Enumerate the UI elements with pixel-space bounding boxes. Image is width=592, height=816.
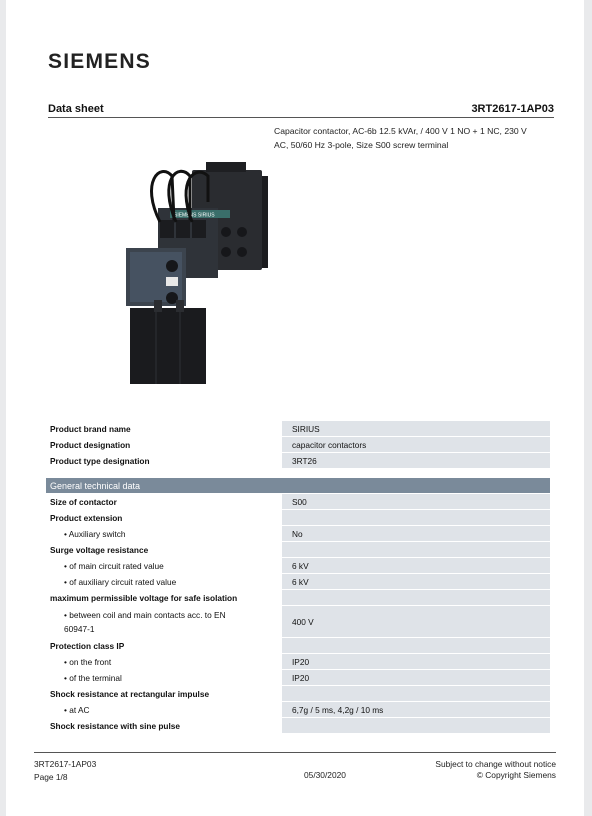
product-image <box>120 162 270 384</box>
footer-code: 3RT2617-1AP03 <box>34 759 97 769</box>
device-label: SIEMENS SIRIUS <box>174 212 215 219</box>
footer-notice: Subject to change without notice <box>435 759 556 769</box>
row-at-ac: • at AC 6,7g / 5 ms, 4,2g / 10 ms <box>46 702 550 718</box>
row-extension: Product extension <box>46 510 550 526</box>
footer-date: 05/30/2020 <box>304 770 346 780</box>
header-product-code: 3RT2617-1AP03 <box>471 103 554 115</box>
footer-page: Page 1/8 <box>34 772 68 782</box>
row-terminal: • of the terminal IP20 <box>46 670 550 686</box>
row-shock-rect: Shock resistance at rectangular impulse <box>46 686 550 702</box>
row-surge-main: • of main circuit rated value 6 kV <box>46 558 550 574</box>
header-title: Data sheet <box>48 103 104 115</box>
row-brand-name: Product brand name SIRIUS <box>46 421 550 437</box>
row-type-designation: Product type designation 3RT26 <box>46 453 550 469</box>
row-max-voltage: maximum permissible voltage for safe isolation <box>46 590 550 606</box>
datasheet-header <box>48 103 554 118</box>
row-size: Size of contactor S00 <box>46 494 550 510</box>
row-aux-switch: • Auxiliary switch No <box>46 526 550 542</box>
row-protection: Protection class IP <box>46 638 550 654</box>
description-line-2: AC, 50/60 Hz 3-pole, Size S00 screw terminal <box>274 140 449 150</box>
spec-table <box>46 421 550 734</box>
row-front: • on the front IP20 <box>46 654 550 670</box>
siemens-logo: SIEMENS <box>48 50 151 73</box>
product-description <box>274 124 564 152</box>
row-shock-sine: Shock resistance with sine pulse <box>46 718 550 734</box>
page-footer <box>34 752 556 782</box>
description-line-1: Capacitor contactor, AC-6b 12.5 kVAr, / 400 V 1 NO + 1 NC, 230 V <box>274 126 527 136</box>
resistor-block <box>130 308 206 384</box>
datasheet-page <box>6 0 584 816</box>
spacer-row <box>46 469 550 478</box>
row-surge: Surge voltage resistance <box>46 542 550 558</box>
row-surge-aux: • of auxiliary circuit rated value 6 kV <box>46 574 550 590</box>
section-general-technical: General technical data <box>46 478 550 494</box>
footer-copyright: © Copyright Siemens <box>476 770 556 780</box>
row-designation: Product designation capacitor contactors <box>46 437 550 453</box>
row-coil-main: • between coil and main contacts acc. to EN 60947-1 400 V <box>46 606 550 638</box>
